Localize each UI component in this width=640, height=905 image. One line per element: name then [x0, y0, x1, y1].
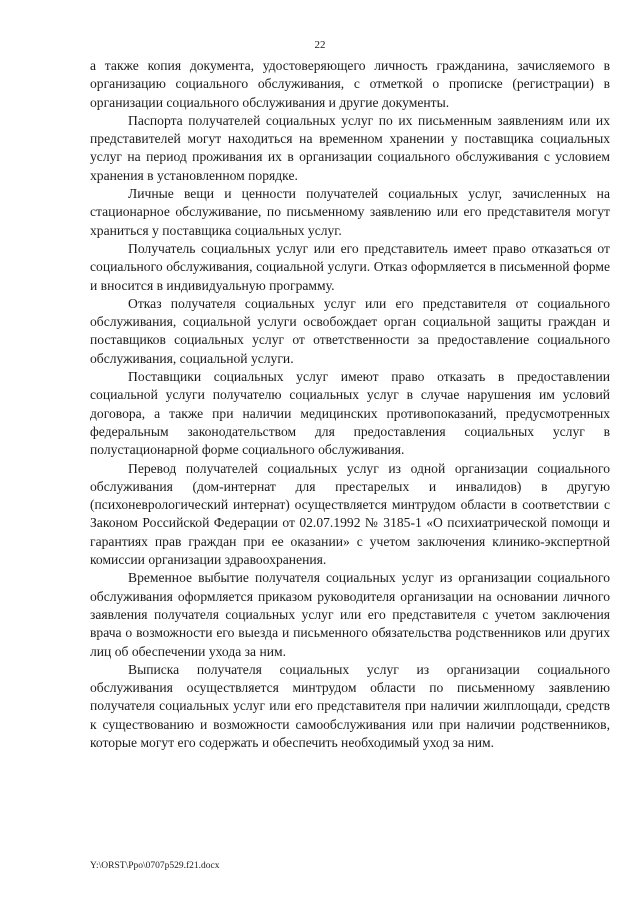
paragraph-passports: Паспорта получателей социальных услуг по их письменным заявлениям или их представителей могут находиться на временном хранении у поставщика социальных услуг на период проживания их в организации социального обслуживания с условием хранения в установленном порядке.: [90, 112, 610, 183]
paragraph-provider-refusal: Поставщики социальных услуг имеют право отказать в предоставлении социальной услуги получателю социальных услуг в случае нарушения им условий договора, а также при наличии медицинских противопоказаний, предусмотренных федеральным законодательством для предоставления социальных услуг в полустационарной форме социального обслуживания.: [90, 369, 610, 458]
paragraph-personal-belongings: Личные вещи и ценности получателей социальных услуг, зачисленных на стационарное обслуживание, по письменному заявлению или его представителя могут храниться у поставщика социальных услуг.: [90, 186, 610, 238]
document-body: [90, 57, 610, 752]
paragraph-discharge: Выписка получателя социальных услуг из организации социального обслуживания осуществляется минтрудом области по письменному заявлению получателя социальных услуг или его представителя при наличии жилплощади, средств к существованию и возможности самообслуживания или при наличии родственников, которые могут его содержать и обеспечить необходимый уход за ним.: [90, 661, 610, 750]
paragraph-right-to-refuse: Получатель социальных услуг или его представитель имеет право отказаться от социального обслуживания, социальной услуги. Отказ оформляется в письменной форме и вносится в индивидуальную программу.: [90, 240, 610, 293]
paragraph-refusal-effect: Отказ получателя социальных услуг или его представителя от социального обслуживания, социальной услуги освобождает орган социальной защиты граждан и поставщиков социальных услуг от ответственности за предоставление социального обслуживания, социальной услуги.: [90, 295, 610, 366]
paragraph-continuation: а также копия документа, удостоверяющего личность гражданина, зачисляемого в организацию социального обслуживания, с отметкой о прописке (регистрации) в организации социального обслуживания и другие документы.: [90, 58, 610, 110]
paragraph-transfer: Перевод получателей социальных услуг из одной организации социального обслуживания (дом-интернат для престарелых и инвалидов) в другую (психоневрологический интернат) осуществляется минтрудом области в соответствии с Законом Российской Федерации от 02.07.1992 № 3185-1 «О психиатрической помощи и гарантиях прав граждан при ее оказании» с учетом заключения клинико-экспертной комиссии организации здравоохранения.: [90, 460, 610, 568]
footer-file-path: Y:\ORST\Ppo\0707p529.f21.docx: [90, 861, 220, 871]
paragraph-temporary-leave: Временное выбытие получателя социальных услуг из организации социального обслуживания оформляется приказом руководителя организации на основании личного заявления получателя социальных услуг или его представителя с учетом заключения врача о возможности его выезда и письменного обязательства родственников или других лиц об обеспечении ухода за ним.: [90, 570, 610, 659]
page-number: 22: [314, 39, 326, 51]
